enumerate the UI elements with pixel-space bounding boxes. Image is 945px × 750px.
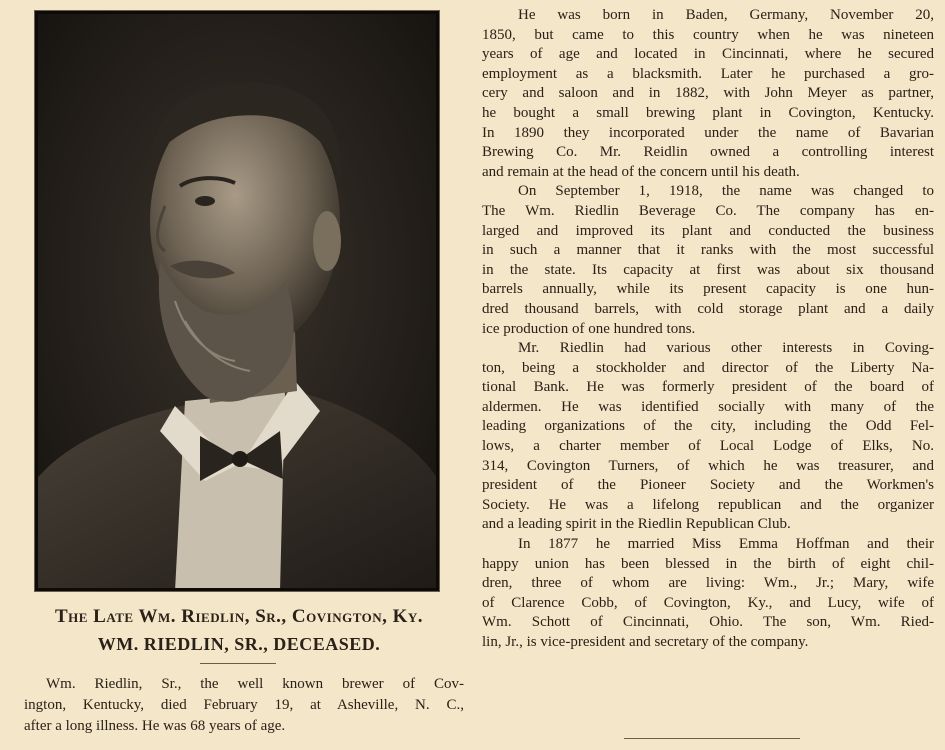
article-line: president of the Pioneer Society and the Workmen's bbox=[482, 477, 934, 494]
caption-divider bbox=[200, 663, 276, 664]
obituary-line: after a long illness. He was 68 years of age. bbox=[24, 718, 286, 734]
article-line: In 1890 they incorporated under the name of Bavarian bbox=[482, 124, 934, 141]
article-line: happy union has been blessed in the birth of eight chil- bbox=[482, 555, 934, 572]
article-line: dred thousand barrels, with cold storage plant and a daily bbox=[482, 300, 934, 317]
caption-heading: WM. RIEDLIN, SR., DECEASED. bbox=[97, 634, 381, 654]
article-paragraph-family bbox=[482, 535, 934, 653]
article-line: cery and saloon and in 1882, with John Meyer as partner, bbox=[482, 85, 934, 102]
portrait-photograph bbox=[34, 10, 440, 592]
article-end-divider bbox=[624, 738, 800, 739]
article-line: In 1877 he married Miss Emma Hoffman and their bbox=[518, 536, 934, 553]
article-line: he bought a small brewing plant in Covington, Kentucky. bbox=[482, 104, 934, 121]
article-line: Brewing Co. Mr. Reidlin owned a controlling interest bbox=[482, 144, 934, 161]
right-column-article bbox=[482, 6, 934, 653]
article-line: and remain at the head of the concern until his death. bbox=[482, 163, 800, 180]
article-line: barrels annually, while its present capacity is one hun- bbox=[482, 281, 934, 298]
article-line: dren, three of whom are living: Wm., Jr.; Mary, wife bbox=[482, 575, 934, 592]
article-line: employment as a blacksmith. Later he purchased a gro- bbox=[482, 65, 934, 82]
article-line: Society. He was a lifelong republican and the organizer bbox=[482, 496, 934, 513]
article-line: of Clarence Cobb, of Covington, Ky., and Lucy, wife of bbox=[482, 594, 934, 611]
article-line: The Wm. Riedlin Beverage Co. The company has en- bbox=[482, 202, 934, 219]
obituary-paragraph bbox=[24, 674, 464, 737]
article-line: He was born in Baden, Germany, November 20, bbox=[518, 7, 934, 23]
article-line: and a leading spirit in the Riedlin Republican Club. bbox=[482, 516, 791, 533]
article-line: in the state. Its capacity at first was about six thousand bbox=[482, 261, 934, 278]
article-paragraph-company bbox=[482, 182, 934, 339]
article-line: Wm. Schott of Cincinnati, Ohio. The son, Wm. Ried- bbox=[482, 614, 934, 631]
article-line: tional Bank. He was formerly president of the board of bbox=[482, 379, 934, 396]
article-line: larged and improved its plant and conducted the business bbox=[482, 222, 934, 239]
obituary-line: Wm. Riedlin, Sr., the well known brewer of Cov- bbox=[46, 676, 464, 692]
article-line: 1850, but came to this country when he was nineteen bbox=[482, 26, 934, 43]
article-line: in such a manner that it ranks with the most successful bbox=[482, 242, 934, 259]
article-line: years of age and located in Cincinnati, where he secured bbox=[482, 46, 934, 63]
article-line: ton, being a stockholder and director of the Liberty Na- bbox=[482, 359, 934, 376]
article-line: lows, a charter member of Local Lodge of Elks, No. bbox=[482, 438, 934, 455]
article-paragraph-interests bbox=[482, 339, 934, 535]
article-line: leading organizations of the city, including the Odd Fel- bbox=[482, 418, 934, 435]
article-line: 314, Covington Turners, of which he was treasurer, and bbox=[482, 457, 934, 474]
caption-title: The Late Wm. Riedlin, Sr., Covington, Ky. bbox=[54, 606, 424, 627]
article-line: ice production of one hundred tons. bbox=[482, 320, 696, 337]
article-line: aldermen. He was identified socially with many of the bbox=[482, 398, 934, 415]
portrait-icon bbox=[35, 11, 439, 591]
article-line: lin, Jr., is vice-president and secretary of the company. bbox=[482, 634, 809, 650]
obituary-line: ington, Kentucky, died February 19, at Asheville, N. C., bbox=[24, 697, 464, 713]
article-line: On September 1, 1918, the name was changed to bbox=[518, 183, 934, 200]
article-line: Mr. Riedlin had various other interests in Coving- bbox=[518, 340, 934, 357]
article-paragraph-birth bbox=[482, 6, 934, 182]
